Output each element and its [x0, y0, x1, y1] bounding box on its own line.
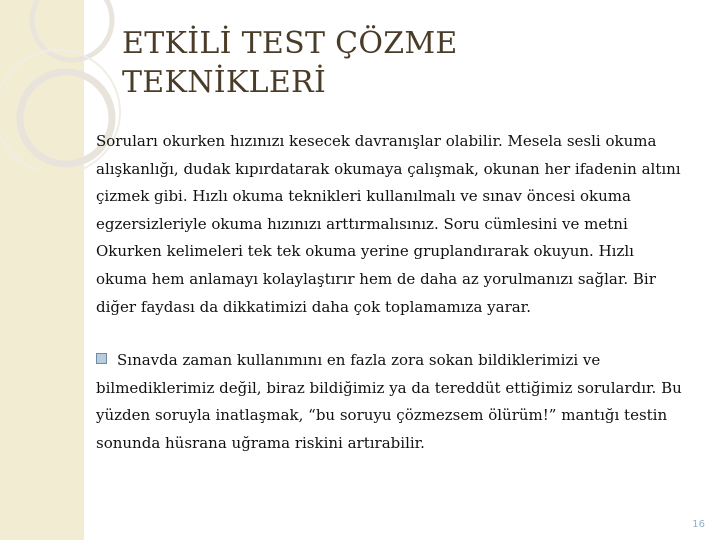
title-line-1: ETKİLİ TEST ÇÖZME	[122, 26, 458, 61]
title-line-2: TEKNİKLERİ	[122, 65, 327, 100]
square-bullet-icon	[96, 353, 107, 364]
paragraph-line: çizmek gibi. Hızlı okuma teknikleri kullanılmalı ve sınav öncesi okuma	[96, 187, 631, 206]
paragraph-gap	[96, 321, 696, 347]
paragraph-line: egzersizleriyle okuma hızınızı arttırmalısınız. Soru cümlesini ve metni	[96, 214, 628, 233]
paragraph	[96, 128, 696, 321]
slide-body	[96, 128, 696, 458]
bullet-line: sonunda hüsrana uğrama riskini artırabilir.	[96, 433, 425, 452]
bullet-item	[96, 347, 696, 457]
paragraph-line: Okurken kelimeleri tek tek okuma yerine gruplandırarak okuyun. Hızlı	[96, 242, 634, 261]
page-number: 16	[692, 519, 705, 530]
paragraph-line: alışkanlığı, dudak kıpırdatarak okumaya çalışmak, okunan her ifadenin altını	[96, 159, 681, 178]
bullet-line-text: Sınavda zaman kullanımını en fazla zora sokan bildiklerimizi ve	[117, 351, 601, 370]
slide-title	[122, 24, 682, 102]
bullet-line: bilmediklerimiz değil, biraz bildiğimiz ya da tereddüt ettiğimiz sorulardır. Bu	[96, 378, 682, 397]
bullet-line: yüzden soruyla inatlaşmak, “bu soruyu çözmezsem ölürüm!” mantığı testin	[96, 406, 668, 425]
paragraph-line: Soruları okurken hızınızı kesecek davranışlar olabilir. Mesela sesli okuma	[96, 132, 657, 150]
bullet-line	[96, 347, 696, 375]
paragraph-line: okuma hem anlamayı kolaylaştırır hem de daha az yorulmanızı sağlar. Bir	[96, 269, 656, 288]
paragraph-line: diğer faydası da dikkatimizi daha çok toplamamıza yarar.	[96, 297, 531, 316]
